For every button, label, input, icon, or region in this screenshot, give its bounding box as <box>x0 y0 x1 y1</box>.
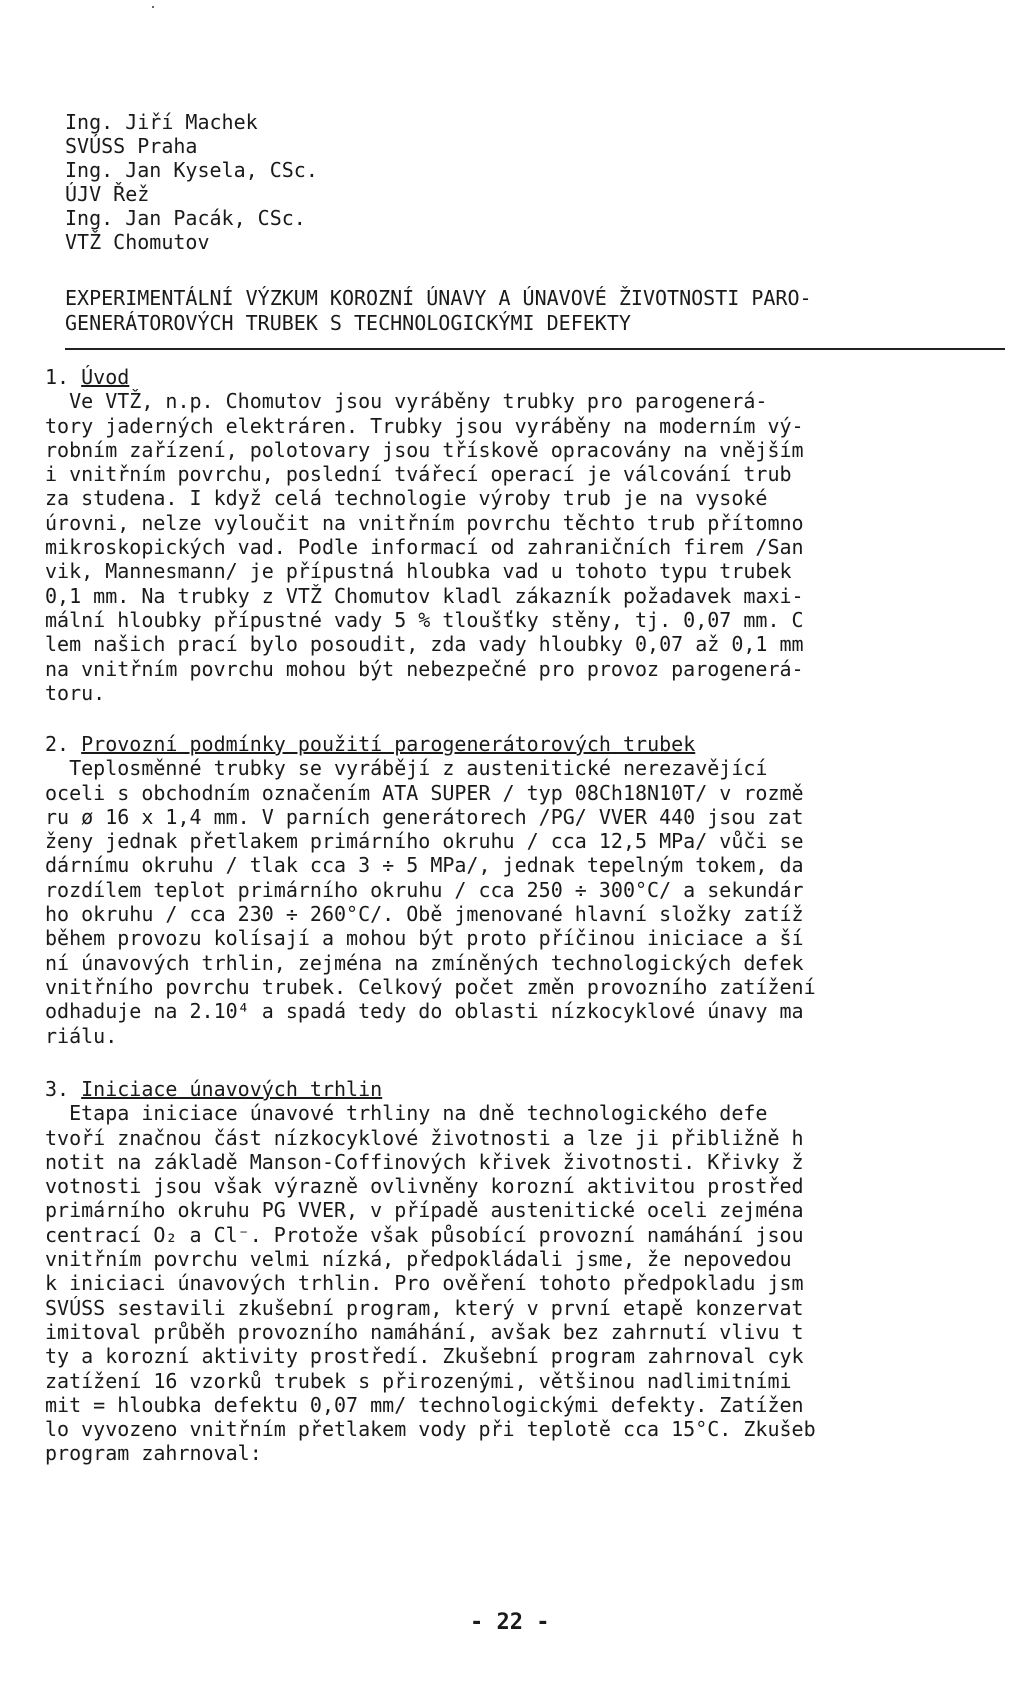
text-line: na vnitřním povrchu mohou být nebezpečné pro provoz parogenerá- <box>45 656 804 681</box>
paper-title <box>65 286 1005 336</box>
author-line: SVÚSS Praha <box>65 134 198 158</box>
text-line: lem našich prací bylo posoudit, zda vady hloubky 0,07 až 0,1 mm <box>45 632 804 657</box>
text-line: notit na základě Manson-Coffinových křivek životnosti. Křivky ž <box>45 1149 804 1174</box>
text-line: SVÚSS sestavili zkušební program, který v první etapě konzervat <box>45 1295 804 1320</box>
section-title: Iniciace únavových trhlin <box>81 1077 383 1101</box>
section-1 <box>45 365 1020 705</box>
text-line: rozdílem teplot primárního okruhu / cca 250 ÷ 300°C/ a sekundár <box>45 877 804 902</box>
section-3 <box>45 1077 1020 1466</box>
text-line: ženy jednak přetlakem primárního okruhu / cca 12,5 MPa/ vůči se <box>45 829 804 854</box>
text-line: dárnímu okruhu / tlak cca 3 ÷ 5 MPa/, jednak tepelným tokem, da <box>45 853 804 878</box>
text-line: oceli s obchodním označením ATA SUPER / typ 08Ch18N10T/ v rozmě <box>45 780 804 805</box>
text-line: centrací O₂ a Cl⁻. Protože však působící provozní namáhání jsou <box>45 1222 804 1247</box>
text-line: votnosti jsou však výrazně ovlivněny korozní aktivitou prostřed <box>45 1174 804 1199</box>
section-number: 3. <box>45 1077 70 1101</box>
page-number: - 22 - <box>470 1610 550 1635</box>
text-line: primárního okruhu PG VVER, v případě austenitické oceli zejména <box>45 1198 804 1223</box>
text-line: zatížení 16 vzorků trubek s přirozenými, většinou nadlimitními <box>45 1368 792 1393</box>
section-number: 2. <box>45 732 70 756</box>
text-line: ty a korozní aktivity prostředí. Zkušební program zahrnoval cyk <box>45 1344 804 1369</box>
text-line: tory jaderných elektráren. Trubky jsou vyráběny na moderním vý- <box>45 413 804 438</box>
title-divider <box>65 348 1005 350</box>
section-heading <box>45 365 1020 389</box>
text-line: imitoval průběh provozního namáhání, avšak bez zahrnutí vlivu t <box>45 1319 804 1344</box>
text-line: robním zařízení, polotovary jsou třískově opracovány na vnějším <box>45 437 804 462</box>
text-line: 0,1 mm. Na trubky z VTŽ Chomutov kladl zákazník požadavek maxi- <box>45 583 804 608</box>
text-line: ru ø 16 x 1,4 mm. V parních generátorech /PG/ VVER 440 jsou zat <box>45 804 804 829</box>
section-2 <box>45 732 1020 1048</box>
text-line: odhaduje na 2.10⁴ a spadá tedy do oblasti nízkocyklové únavy ma <box>45 999 804 1024</box>
text-line: riálu. <box>45 1023 118 1048</box>
text-line: Teplosměnné trubky se vyrábějí z austenitické nerezavějící <box>45 756 768 781</box>
author-line: ÚJV Řež <box>65 182 150 206</box>
text-line: program zahrnoval: <box>45 1441 262 1466</box>
text-line: ní únavových trhlin, zejména na zmíněných technologických defek <box>45 950 804 975</box>
section-title: Úvod <box>81 365 130 389</box>
author-line: Ing. Jiří Machek <box>65 110 258 134</box>
section-heading <box>45 732 1020 756</box>
text-line: k iniciaci únavových trhlin. Pro ověření tohoto předpokladu jsm <box>45 1271 804 1296</box>
text-line: za studena. I když celá technologie výroby trub je na vysoké <box>45 486 768 511</box>
author-block <box>65 110 318 254</box>
text-line: mikroskopických vad. Podle informací od zahraničních firem /San <box>45 535 804 560</box>
title-line: GENERÁTOROVÝCH TRUBEK S TECHNOLOGICKÝMI DEFEKTY <box>65 311 631 335</box>
author-line: Ing. Jan Pacák, CSc. <box>65 206 306 230</box>
section-title: Provozní podmínky použití parogenerátorových trubek <box>81 732 696 756</box>
text-line: tvoří značnou část nízkocyklové životnosti a lze ji přibližně h <box>45 1125 804 1150</box>
text-line: i vnitřním povrchu, poslední tvářecí operací je válcování trub <box>45 462 792 487</box>
text-line: mit = hloubka defektu 0,07 mm/ technologickými defekty. Zatížen <box>45 1392 804 1417</box>
title-line: EXPERIMENTÁLNÍ VÝZKUM KOROZNÍ ÚNAVY A ÚNAVOVÉ ŽIVOTNOSTI PARO- <box>65 286 812 310</box>
author-line: Ing. Jan Kysela, CSc. <box>65 158 318 182</box>
text-line: vnitřního povrchu trubek. Celkový počet změn provozního zatížení <box>45 974 816 999</box>
text-line: mální hloubky přípustné vady 5 % tloušťky stěny, tj. 0,07 mm. C <box>45 607 804 632</box>
text-line: vik, Mannesmann/ je přípustná hloubka vad u tohoto typu trubek <box>45 559 792 584</box>
text-line: během provozu kolísají a mohou být proto příčinou iniciace a ší <box>45 926 804 951</box>
author-line: VTŽ Chomutov <box>65 230 210 254</box>
text-line: úrovni, nelze vyloučit na vnitřním povrchu těchto trub přítomno <box>45 510 804 535</box>
text-line: toru. <box>45 680 106 705</box>
section-number: 1. <box>45 365 70 389</box>
text-line: Ve VTŽ, n.p. Chomutov jsou vyráběny trubky pro parogenerá- <box>45 389 768 414</box>
section-heading <box>45 1077 1020 1101</box>
text-line: ho okruhu / cca 230 ÷ 260°C/. Obě jmenované hlavní složky zatíž <box>45 902 804 927</box>
scan-speck <box>152 6 154 8</box>
text-line: lo vyvozeno vnitřním přetlakem vody při teplotě cca 15°C. Zkušeb <box>45 1417 816 1442</box>
text-line: vnitřním povrchu velmi nízká, předpokládali jsme, že nepovedou <box>45 1247 792 1272</box>
text-line: Etapa iniciace únavové trhliny na dně technologického defe <box>45 1101 768 1126</box>
